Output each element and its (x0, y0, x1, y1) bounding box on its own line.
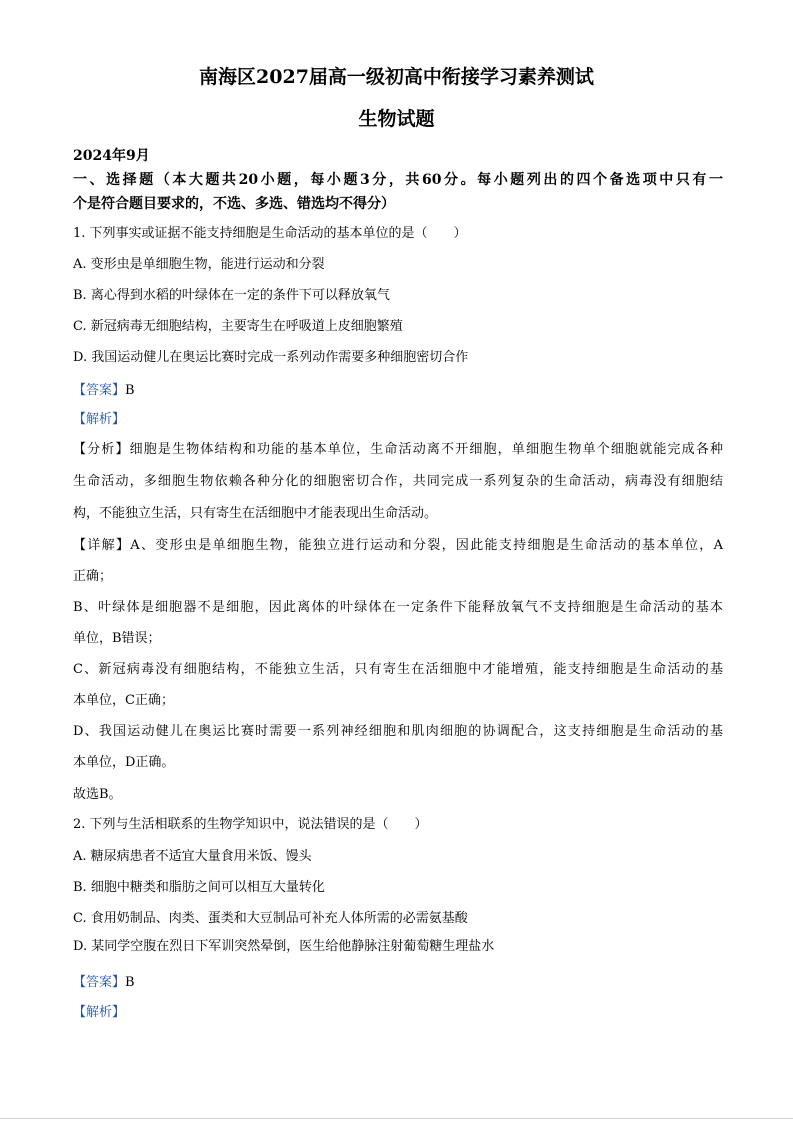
exam-date: 2024年9月 (73, 148, 150, 164)
exam-title: 南海区2027届高一级初高中衔接学习素养测试 (199, 66, 594, 88)
answer-value: B (125, 975, 135, 990)
q2-answer (73, 974, 723, 992)
q2-stem: 2. 下列与生活相联系的生物学知识中，说法错误的是（ ） (73, 817, 428, 832)
q1-detail-d-line2: 本单位，D正确。 (73, 755, 175, 770)
q1-option-c: C. 新冠病毒无细胞结构，主要寄生在呼吸道上皮细胞繁殖 (73, 319, 403, 334)
q1-fenxi-line2: 生命活动，多细胞生物依赖各种分化的细胞密切合作，共同完成一系列复杂的生命活动，病毒没有细胞结 (73, 474, 723, 489)
q1-fenxi-line3: 构，不能独立生活，只有寄生在活细胞中才能表现出生命活动。 (73, 506, 438, 521)
q1-detail-b-line1: B、叶绿体是细胞器不是细胞，因此离体的叶绿体在一定条件下能释放氧气不支持细胞是生命活动的基本 (73, 600, 723, 615)
q1-option-d: D. 我国运动健儿在奥运比赛时完成一系列动作需要多种细胞密切合作 (73, 350, 469, 365)
q2-option-d: D. 某同学空腹在烈日下军训突然晕倒，医生给他静脉注射葡萄糖生理盐水 (73, 939, 495, 954)
section-heading-line1: 一、选择题（本大题共20小题，每小题3分，共60分。每小题列出的四个备选项中只有一 (73, 172, 723, 188)
section-heading-line2: 个是符合题目要求的，不选、多选、错选均不得分） (73, 196, 395, 212)
q1-option-a: A. 变形虫是单细胞生物，能进行运动和分裂 (73, 257, 325, 272)
q2-option-c: C. 食用奶制品、肉类、蛋类和大豆制品可补充人体所需的必需氨基酸 (73, 911, 468, 926)
q1-fenxi-line1 (73, 441, 723, 459)
page-bottom-rule (0, 1118, 793, 1119)
q1-conclusion: 故选B。 (73, 787, 122, 802)
q1-detail-b-line2: 单位，B错误； (73, 631, 161, 646)
q1-detail-c-line2: 本单位，C正确； (73, 693, 174, 708)
q2-option-a: A. 糖尿病患者不适宜大量食用米饭、馒头 (73, 849, 312, 864)
fenxi-text: 细胞是生物体结构和功能的基本单位，生命活动离不开细胞，单细胞生物单个细胞就能完成各种 (129, 442, 723, 457)
q1-detail-a-line2: 正确； (73, 569, 113, 584)
q1-answer (73, 382, 723, 400)
fenxi-tag: 【分析】 (73, 442, 130, 457)
q2-analysis-tag: 【解析】 (73, 1005, 126, 1020)
answer-tag: 【答案】 (73, 975, 126, 990)
q1-option-b: B. 离心得到水稻的叶绿体在一定的条件下可以释放氧气 (73, 288, 390, 303)
q1-detail-a-line1 (73, 537, 723, 555)
q1-stem: 1. 下列事实或证据不能支持细胞是生命活动的基本单位的是（ ） (73, 226, 467, 241)
q1-detail-d-line1: D、我国运动健儿在奥运比赛时需要一系列神经细胞和肌肉细胞的协调配合，这支持细胞是生命活动的基 (73, 724, 723, 739)
answer-tag: 【答案】 (73, 383, 126, 398)
answer-value: B (125, 383, 135, 398)
q1-analysis-tag: 【解析】 (73, 412, 126, 427)
detail-a-text: A、变形虫是单细胞生物，能独立进行运动和分裂，因此能支持细胞是生命活动的基本单位，A (130, 538, 723, 553)
q1-detail-c-line1: C、新冠病毒没有细胞结构，不能独立生活，只有寄生在活细胞中才能增殖，能支持细胞是生命活动的基 (73, 662, 723, 677)
xiangjie-tag: 【详解】 (73, 538, 131, 553)
exam-subject: 生物试题 (358, 108, 435, 130)
q2-option-b: B. 细胞中糖类和脂肪之间可以相互大量转化 (73, 880, 325, 895)
